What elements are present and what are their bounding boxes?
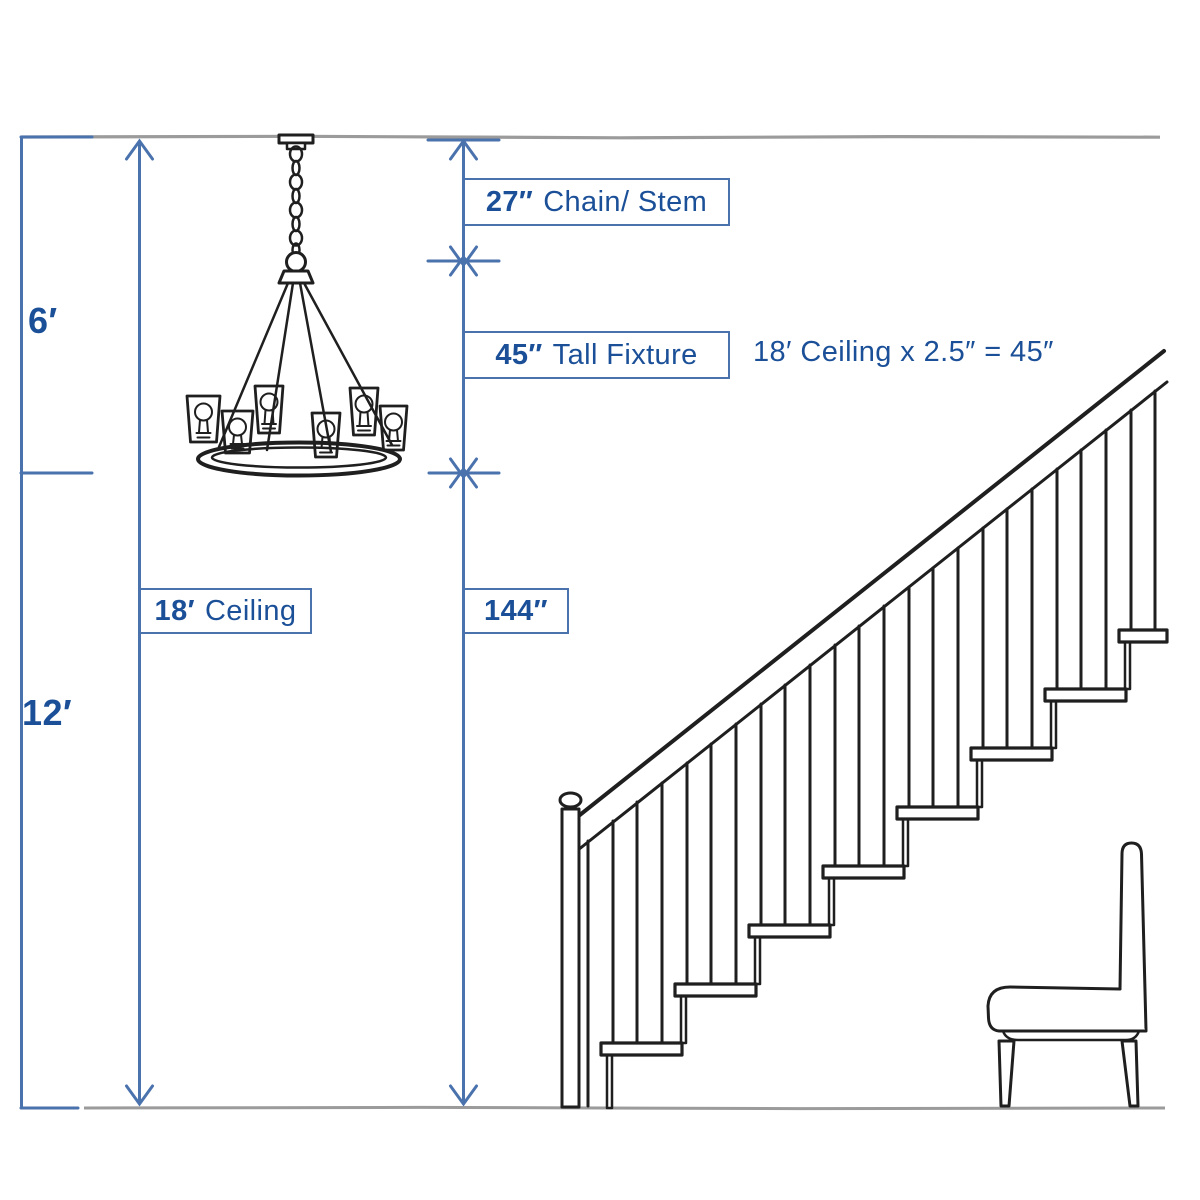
ceiling-formula-text: 18′ Ceiling x 2.5″ = 45″	[753, 336, 1054, 368]
ceiling-line	[21, 136, 1160, 138]
ceiling-height-label: Ceiling	[204, 594, 297, 627]
chair-illustration	[988, 843, 1146, 1106]
chair-back-leg	[1122, 1041, 1138, 1106]
chain-length-value: 27″	[485, 185, 534, 218]
chair-front-leg	[999, 1041, 1014, 1106]
floor-clearance-value: 144″	[484, 594, 548, 627]
chandelier-finial-ball	[287, 253, 306, 272]
newel-post	[560, 793, 581, 1107]
chandelier-chain	[290, 147, 302, 257]
wall-height-line	[21, 137, 92, 1108]
floor-line	[84, 1107, 1165, 1108]
lower-wall-height-label: 12′	[22, 692, 73, 733]
chair-seat	[988, 987, 1146, 1031]
upper-wall-height-label: 6′	[28, 300, 58, 341]
ceiling-height-value: 18′	[154, 594, 195, 627]
chain-stem-label: Chain/ Stem	[543, 185, 708, 218]
fixture-height-value: 45″	[495, 338, 543, 371]
chandelier-illustration	[187, 135, 407, 476]
handrail	[571, 351, 1167, 850]
chandelier-cap	[279, 271, 313, 283]
chain-stem-label-box	[463, 178, 730, 226]
fixture-height-label-box	[463, 331, 730, 379]
ceiling-height-label-box	[139, 588, 312, 634]
chandelier-ring	[198, 443, 400, 476]
fixture-height-label: Tall Fixture	[552, 338, 698, 371]
floor-clearance-label-box	[463, 588, 569, 634]
